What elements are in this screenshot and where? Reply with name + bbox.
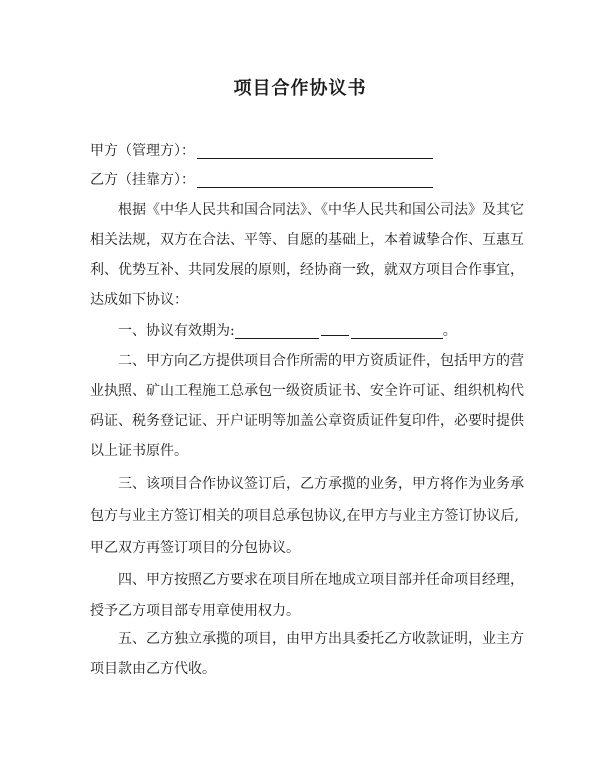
intro-line: 根据《中华人民共和国合同法》、《中华人民共和国公司法》及其它: [118, 202, 524, 218]
clause-1-prefix: 一、协议有效期为:: [118, 323, 235, 339]
clause-4-line: 授予乙方项目部专用章使用权力。: [90, 603, 300, 619]
clause-4-line: 四、甲方按照乙方要求在项目所在地成立项目部并任命项目经理，: [118, 572, 524, 588]
clause-1: [118, 320, 457, 342]
validity-end-blank[interactable]: [351, 324, 443, 339]
intro-line: 达成如下协议：: [90, 292, 188, 308]
clause-3-line: 包方与业主方签订相关的项目总承包协议,在甲方与业主方签订协议后,: [90, 508, 519, 524]
validity-dash: [321, 327, 349, 336]
party-a-blank[interactable]: [197, 144, 433, 159]
party-a-line: [90, 141, 433, 161]
clause-2-line: 二、甲方向乙方提供项目合作所需的甲方资质证件，包括甲方的营: [118, 353, 524, 369]
clause-3-line: 甲乙双方再签订项目的分包协议。: [90, 540, 300, 556]
party-b-blank[interactable]: [197, 173, 433, 188]
party-b-line: [90, 170, 433, 190]
intro-line: 相关法规，双方在合法、平等、自愿的基础上，本着诚挚合作、互惠互: [90, 232, 524, 248]
party-b-label: 乙方（挂靠方）：: [90, 172, 195, 188]
document-title: 项目合作协议书: [233, 78, 367, 99]
clause-5-line: 五、乙方独立承揽的项目，由甲方出具委托乙方收款证明，业主方: [118, 631, 524, 647]
clause-1-suffix: 。: [442, 323, 457, 339]
intro-line: 利、优势互补、共同发展的原则，经协商一致，就双方项目合作事宜，: [90, 262, 524, 278]
clause-2-line: 业执照、矿山工程施工总承包一级资质证书、安全许可证、组织机构代: [90, 383, 524, 399]
party-a-label: 甲方（管理方）：: [90, 143, 195, 159]
clause-2-line: 码证、税务登记证、开户证明等加盖公章资质证件复印件，必要时提供: [90, 413, 524, 429]
clause-5-line: 项目款由乙方代收。: [90, 661, 216, 677]
clause-3-line: 三、该项目合作协议签订后，乙方承揽的业务，甲方将作为业务承: [118, 476, 524, 492]
validity-start-blank[interactable]: [235, 324, 319, 339]
clause-2-line: 以上证书原件。: [90, 443, 188, 459]
